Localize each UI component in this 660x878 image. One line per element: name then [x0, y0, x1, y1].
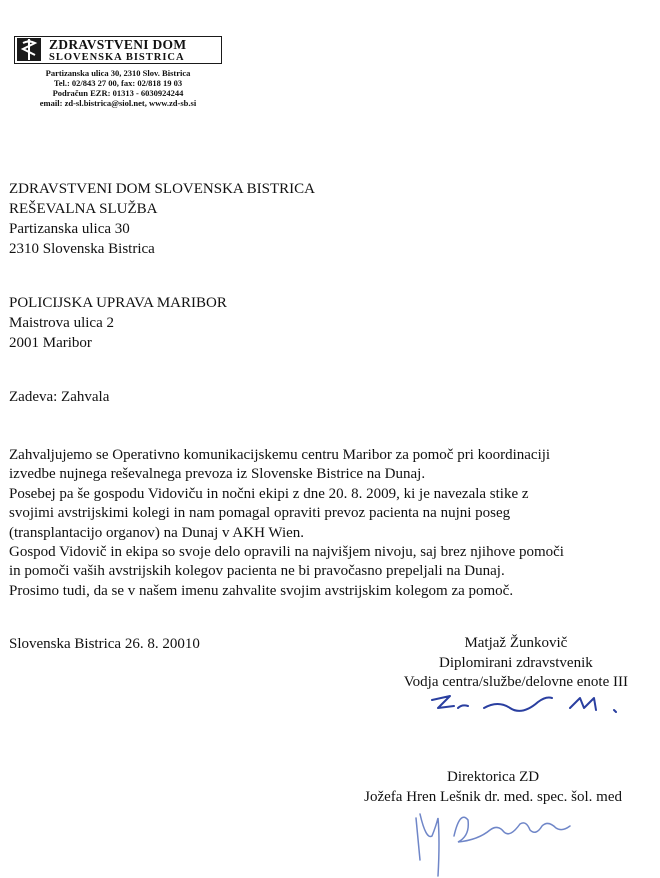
recipient-line: POLICIJSKA UPRAVA MARIBOR [9, 295, 227, 311]
signatory-block-1 [404, 634, 628, 693]
letterhead-contact [10, 68, 226, 108]
body-line: Prosimo tudi, da se v našem imenu zahvalite svojim avstrijskim kolegom za pomoč. [9, 582, 514, 599]
date-line: Slovenska Bistrica 26. 8. 20010 [9, 636, 200, 652]
body-line: (transplantacijo organov) na Dunaj v AKH Wien. [9, 524, 305, 541]
signatory-title: Diplomirani zdravstvenik [439, 654, 593, 671]
logo-subtitle: SLOVENSKA BISTRICA [49, 52, 185, 63]
subject-line: Zadeva: Zahvala [9, 389, 110, 405]
signatory-name: Jožefa Hren Lešnik dr. med. spec. šol. med [364, 788, 622, 805]
sender-line: ZDRAVSTVENI DOM SLOVENSKA BISTRICA [9, 181, 315, 197]
signatory-role: Direktorica ZD [447, 769, 540, 785]
letterhead-address: Partizanska ulica 30, 2310 Slov. Bistrica [45, 68, 191, 78]
body-line: Zahvaljujemo se Operativno komunikacijskemu centru Maribor za pomoč pri koordinaciji [9, 447, 551, 463]
sender-line: REŠEVALNA SLUŽBA [9, 201, 158, 217]
sender-line: 2310 Slovenska Bistrica [9, 241, 155, 257]
signatory-name: Matjaž Žunkovič [464, 635, 568, 651]
recipient-line: 2001 Maribor [9, 335, 92, 351]
body-line: svojimi avstrijskimi kolegi in nam pomagal opraviti prevoz pacienta na nujni poseg [9, 505, 511, 522]
body-line: in pomoči vaših avstrijskih kolegov pacienta ne bi pravočasno prepeljali na Dunaj. [9, 563, 505, 580]
letterhead-account: Podračun EZR: 01313 - 6030924244 [52, 88, 184, 98]
handwritten-signature-1 [428, 686, 628, 722]
letterhead-email: email: zd-sl.bistrica@siol.net, www.zd-sb.si [39, 98, 197, 108]
letterhead-logo [14, 36, 222, 64]
recipient-address [9, 293, 227, 353]
sender-address [9, 179, 315, 259]
recipient-line: Maistrova ulica 2 [9, 315, 114, 331]
letter-body [9, 446, 564, 601]
body-line: Gospod Vidovič in ekipa so svoje delo opravili na najvišjem nivoju, saj brez njihove pomoči [9, 544, 564, 561]
caduceus-icon [17, 38, 41, 61]
handwritten-signature-2 [398, 800, 588, 878]
letterhead-phone: Tel.: 02/843 27 00, fax: 02/818 19 03 [53, 78, 183, 88]
sender-line: Partizanska ulica 30 [9, 221, 130, 237]
letterhead [10, 36, 226, 108]
body-line: izvedbe nujnega reševalnega prevoza iz Slovenske Bistrice na Dunaj. [9, 466, 426, 483]
body-line: Posebej pa še gospodu Vidoviču in nočni ekipi z dne 20. 8. 2009, ki je navezala stike z [9, 485, 529, 502]
signatory-role: Vodja centra/službe/delovne enote III [403, 674, 628, 690]
logo-title: ZDRAVSTVENI DOM [49, 37, 187, 52]
